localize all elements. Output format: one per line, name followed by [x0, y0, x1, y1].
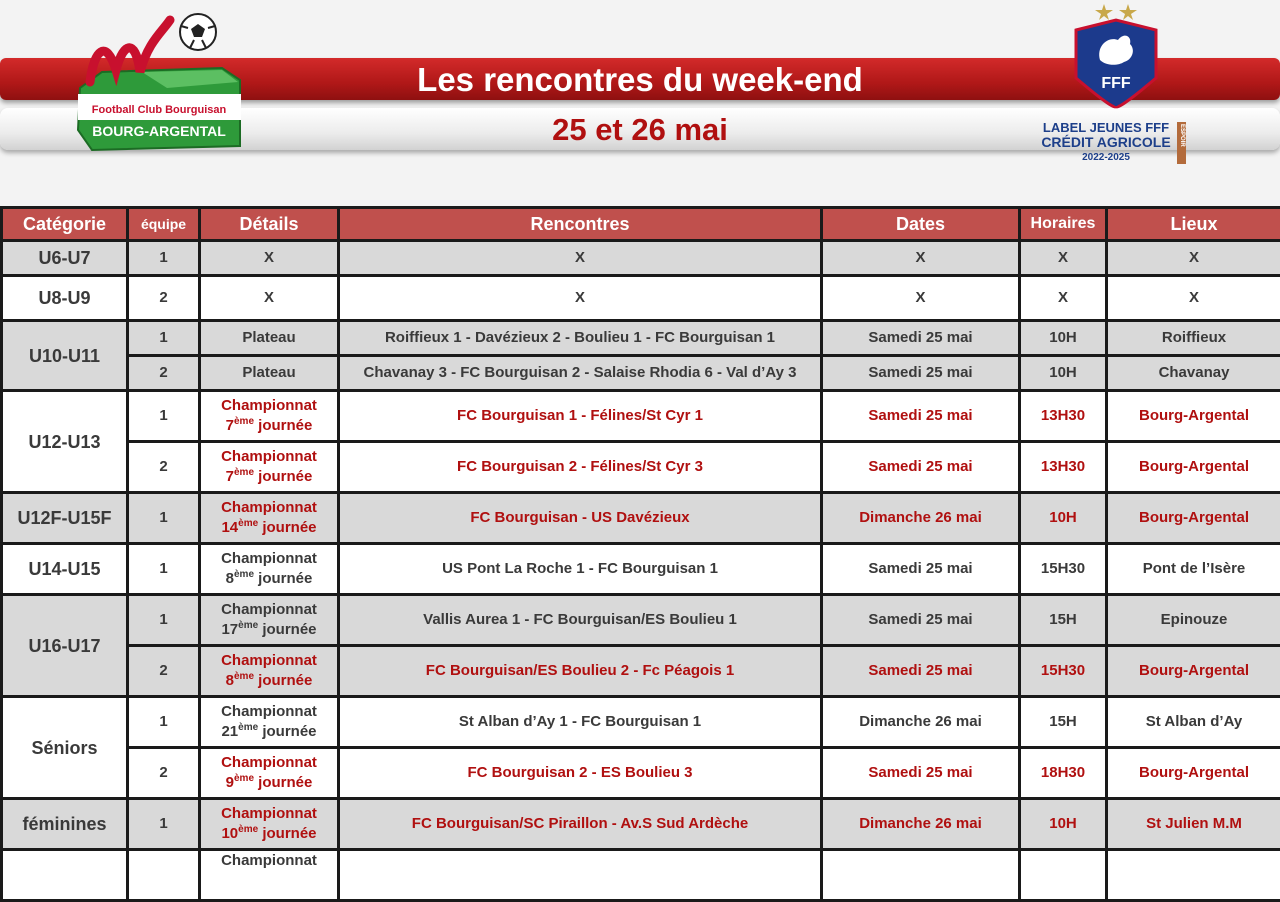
- date-cell: Samedi 25 mai: [822, 748, 1020, 799]
- time-cell: 10H: [1020, 799, 1107, 850]
- team-cell: 2: [128, 748, 200, 799]
- team-cell: 1: [128, 697, 200, 748]
- time-cell: 13H30: [1020, 391, 1107, 442]
- category-cell: U12-U13: [2, 391, 128, 493]
- venue-cell: [1107, 850, 1280, 901]
- details-label: Championnat: [201, 702, 337, 722]
- time-cell: 13H30: [1020, 442, 1107, 493]
- round-word: journée: [254, 468, 312, 485]
- match-cell: X: [339, 241, 822, 276]
- match-cell: X: [339, 276, 822, 321]
- date-cell: Samedi 25 mai: [822, 595, 1020, 646]
- details-cell: [200, 748, 339, 799]
- time-cell: 10H: [1020, 493, 1107, 544]
- details-cell: [200, 646, 339, 697]
- schedule-table: [0, 206, 1280, 902]
- match-cell: Roiffieux 1 - Davézieux 2 - Boulieu 1 - FC Bourguisan 1: [339, 321, 822, 356]
- details-cell: [200, 442, 339, 493]
- date-cell: Dimanche 26 mai: [822, 799, 1020, 850]
- team-cell: 1: [128, 321, 200, 356]
- header-categorie: Catégorie: [2, 208, 128, 241]
- round-suffix: ème: [238, 518, 258, 529]
- date-cell: Samedi 25 mai: [822, 356, 1020, 391]
- round-suffix: ème: [234, 773, 254, 784]
- header-horaires: Horaires: [1020, 208, 1107, 241]
- round-number: 9: [226, 774, 234, 791]
- team-cell: 2: [128, 646, 200, 697]
- team-cell: 2: [128, 276, 200, 321]
- venue-cell: Bourg-Argental: [1107, 493, 1280, 544]
- team-cell: 1: [128, 493, 200, 544]
- date-cell: Samedi 25 mai: [822, 391, 1020, 442]
- round-word: journée: [258, 519, 316, 536]
- details-cell: Plateau: [200, 356, 339, 391]
- table-row: [2, 493, 1280, 544]
- date-cell: Dimanche 26 mai: [822, 697, 1020, 748]
- label-line1: LABEL JEUNES FFF: [1036, 120, 1176, 135]
- time-cell: 15H30: [1020, 646, 1107, 697]
- round-number: 8: [226, 570, 234, 587]
- team-cell: 1: [128, 544, 200, 595]
- label-espoir-bar: [1177, 122, 1186, 164]
- details-label: Championnat: [201, 396, 337, 416]
- venue-cell: Bourg-Argental: [1107, 646, 1280, 697]
- details-cell: [200, 391, 339, 442]
- fff-text: FFF: [1101, 75, 1131, 92]
- round-suffix: ème: [234, 671, 254, 682]
- header-lieux: Lieux: [1107, 208, 1280, 241]
- details-label: Championnat: [201, 447, 337, 467]
- time-cell: X: [1020, 241, 1107, 276]
- page-title: Les rencontres du week-end: [0, 60, 1280, 100]
- header-equipe: équipe: [128, 208, 200, 241]
- round-number: 21: [221, 723, 238, 740]
- team-cell: 2: [128, 356, 200, 391]
- time-cell: 15H: [1020, 595, 1107, 646]
- round-number: 10: [221, 825, 238, 842]
- match-cell: US Pont La Roche 1 - FC Bourguisan 1: [339, 544, 822, 595]
- weekend-dates: 25 et 26 mai: [0, 110, 1280, 150]
- time-cell: 10H: [1020, 321, 1107, 356]
- date-cell: Samedi 25 mai: [822, 646, 1020, 697]
- match-cell: Chavanay 3 - FC Bourguisan 2 - Salaise Rhodia 6 - Val d’Ay 3: [339, 356, 822, 391]
- details-cell: Championnat: [200, 850, 339, 901]
- table-row: [2, 391, 1280, 442]
- table-row: [2, 799, 1280, 850]
- time-cell: 10H: [1020, 356, 1107, 391]
- table-row: [2, 646, 1280, 697]
- match-cell: [339, 850, 822, 901]
- round-number: 7: [226, 417, 234, 434]
- time-cell: [1020, 850, 1107, 901]
- venue-cell: Pont de l’Isère: [1107, 544, 1280, 595]
- details-label: Championnat: [201, 549, 337, 569]
- table-row: [2, 321, 1280, 356]
- match-cell: St Alban d’Ay 1 - FC Bourguisan 1: [339, 697, 822, 748]
- date-cell: Samedi 25 mai: [822, 442, 1020, 493]
- details-cell: [200, 799, 339, 850]
- round-number: 8: [226, 672, 234, 689]
- venue-cell: Bourg-Argental: [1107, 748, 1280, 799]
- table-row: [2, 748, 1280, 799]
- venue-cell: Chavanay: [1107, 356, 1280, 391]
- table-row: [2, 442, 1280, 493]
- round-suffix: ème: [238, 722, 258, 733]
- round-word: journée: [254, 570, 312, 587]
- team-cell: 1: [128, 391, 200, 442]
- table-row: [2, 595, 1280, 646]
- date-cell: Samedi 25 mai: [822, 321, 1020, 356]
- table-header-row: [2, 208, 1280, 241]
- team-cell: 1: [128, 595, 200, 646]
- details-label: Championnat: [201, 600, 337, 620]
- round-suffix: ème: [234, 416, 254, 427]
- round-number: 17: [221, 621, 238, 638]
- match-cell: FC Bourguisan 2 - Félines/St Cyr 3: [339, 442, 822, 493]
- table-row: [2, 241, 1280, 276]
- category-cell: U16-U17: [2, 595, 128, 697]
- venue-cell: X: [1107, 276, 1280, 321]
- header-details: Détails: [200, 208, 339, 241]
- round-word: journée: [258, 621, 316, 638]
- time-cell: 18H30: [1020, 748, 1107, 799]
- round-word: journée: [258, 825, 316, 842]
- table-row: [2, 276, 1280, 321]
- details-label: Championnat: [201, 651, 337, 671]
- venue-cell: Bourg-Argental: [1107, 391, 1280, 442]
- category-cell: Séniors: [2, 697, 128, 799]
- date-cell: Samedi 25 mai: [822, 544, 1020, 595]
- team-cell: 2: [128, 442, 200, 493]
- venue-cell: Epinouze: [1107, 595, 1280, 646]
- time-cell: 15H: [1020, 697, 1107, 748]
- category-cell: féminines: [2, 799, 128, 850]
- details-cell: X: [200, 241, 339, 276]
- date-cell: [822, 850, 1020, 901]
- details-label: Championnat: [201, 753, 337, 773]
- details-cell: [200, 595, 339, 646]
- table-row: [2, 544, 1280, 595]
- match-cell: FC Bourguisan 2 - ES Boulieu 3: [339, 748, 822, 799]
- round-number: 7: [226, 468, 234, 485]
- category-cell: U14-U15: [2, 544, 128, 595]
- venue-cell: Roiffieux: [1107, 321, 1280, 356]
- round-suffix: ème: [234, 569, 254, 580]
- page-header: [0, 0, 1280, 200]
- club-logo-name: Football Club Bourguisan: [92, 104, 227, 116]
- team-cell: [128, 850, 200, 901]
- match-cell: FC Bourguisan 1 - Félines/St Cyr 1: [339, 391, 822, 442]
- round-number: 14: [221, 519, 238, 536]
- venue-cell: Bourg-Argental: [1107, 442, 1280, 493]
- header-rencontres: Rencontres: [339, 208, 822, 241]
- fff-logo: [1066, 0, 1166, 110]
- label-line3: 2022-2025: [1036, 150, 1176, 165]
- category-cell: U6-U7: [2, 241, 128, 276]
- details-cell: [200, 493, 339, 544]
- label-line2: CRÉDIT AGRICOLE: [1036, 135, 1176, 150]
- table-row: [2, 356, 1280, 391]
- details-label: Championnat: [201, 498, 337, 518]
- team-cell: 1: [128, 241, 200, 276]
- round-word: journée: [254, 417, 312, 434]
- table-row: [2, 850, 1280, 901]
- label-espoir-text: ESPOIR: [1179, 124, 1185, 147]
- details-label: Championnat: [201, 804, 337, 824]
- round-suffix: ème: [238, 620, 258, 631]
- time-cell: 15H30: [1020, 544, 1107, 595]
- label-jeunes: [1036, 120, 1176, 165]
- details-cell: [200, 544, 339, 595]
- round-suffix: ème: [234, 467, 254, 478]
- match-cell: FC Bourguisan/ES Boulieu 2 - Fc Péagois 1: [339, 646, 822, 697]
- date-cell: Dimanche 26 mai: [822, 493, 1020, 544]
- date-cell: X: [822, 241, 1020, 276]
- details-cell: [200, 697, 339, 748]
- date-cell: X: [822, 276, 1020, 321]
- soccer-ball-icon: [180, 14, 216, 50]
- venue-cell: St Julien M.M: [1107, 799, 1280, 850]
- category-cell: U12F-U15F: [2, 493, 128, 544]
- table-row: [2, 697, 1280, 748]
- club-logo-town: BOURG-ARGENTAL: [92, 123, 226, 139]
- details-cell: X: [200, 276, 339, 321]
- round-word: journée: [254, 672, 312, 689]
- header-dates: Dates: [822, 208, 1020, 241]
- round-word: journée: [258, 723, 316, 740]
- team-cell: 1: [128, 799, 200, 850]
- venue-cell: St Alban d’Ay: [1107, 697, 1280, 748]
- club-logo: [72, 10, 247, 160]
- match-cell: Vallis Aurea 1 - FC Bourguisan/ES Boulieu 1: [339, 595, 822, 646]
- time-cell: X: [1020, 276, 1107, 321]
- category-cell: U10-U11: [2, 321, 128, 391]
- category-cell: U8-U9: [2, 276, 128, 321]
- category-cell: [2, 850, 128, 901]
- venue-cell: X: [1107, 241, 1280, 276]
- round-suffix: ème: [238, 824, 258, 835]
- details-cell: Plateau: [200, 321, 339, 356]
- round-word: journée: [254, 774, 312, 791]
- match-cell: FC Bourguisan/SC Piraillon - Av.S Sud Ardèche: [339, 799, 822, 850]
- match-cell: FC Bourguisan - US Davézieux: [339, 493, 822, 544]
